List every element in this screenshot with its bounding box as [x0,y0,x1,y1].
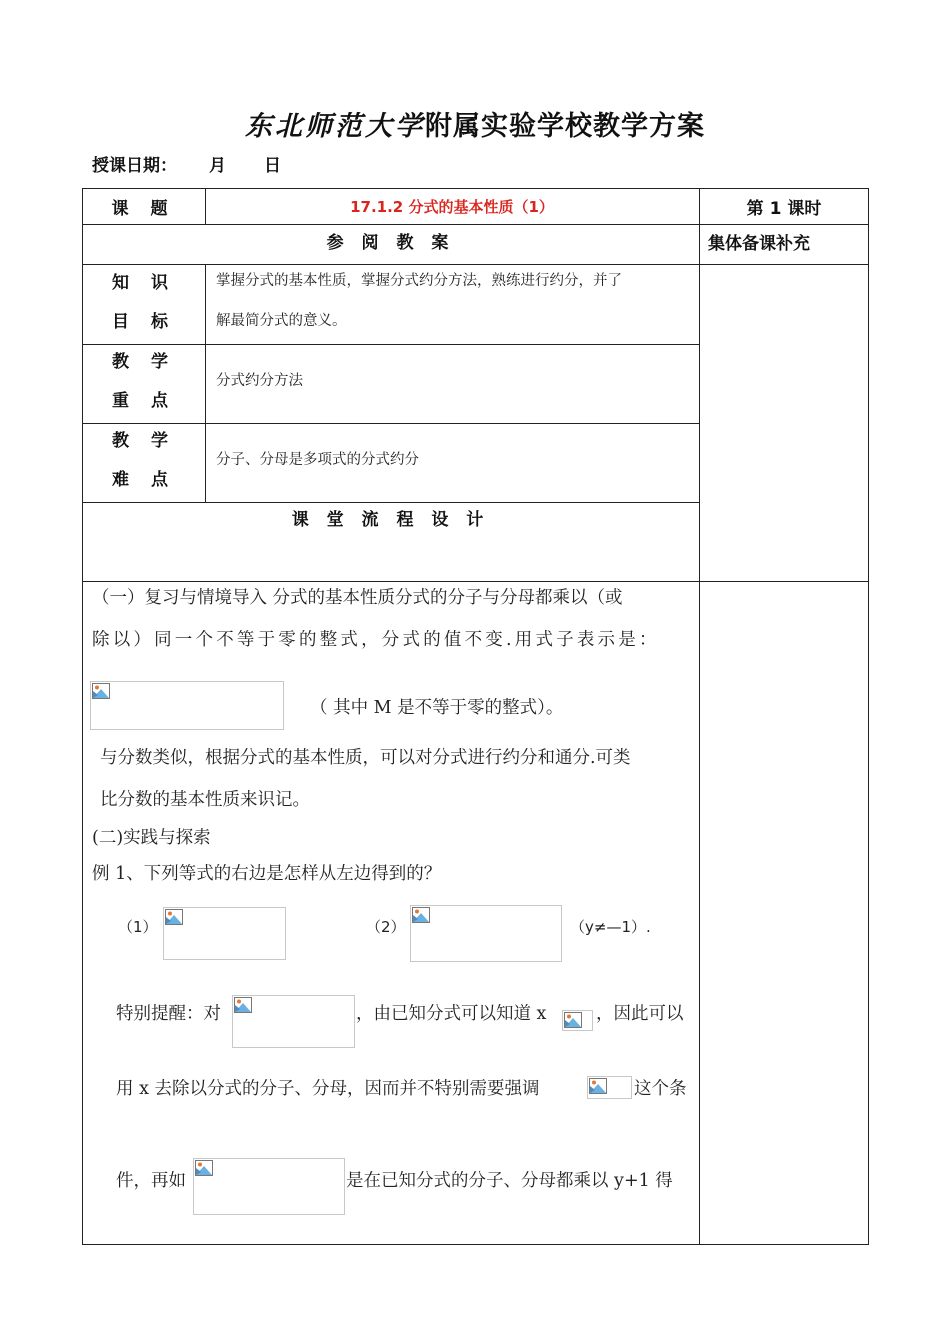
teaching-date-line [92,151,281,176]
broken-image-icon [589,1078,607,1094]
topic-label: 课 题 [111,198,176,219]
date-month: 月 [209,156,226,176]
condition-image [587,1076,632,1099]
table-line [699,264,869,265]
broken-image-icon [165,909,183,925]
analogy-paragraph-line2: 比分数的基本性质来识记。 [100,790,310,810]
broken-image-icon [234,997,252,1013]
goal-label-line2: 目 标 [112,312,176,332]
difficulty-label-line2: 难 点 [112,470,176,490]
broken-image-icon [412,907,430,923]
broken-image-icon [92,683,110,699]
difficulty-text: 分子、分母是多项式的分式约分 [216,452,419,468]
explanation-line3-b: 是在已知分式的分子、分母都乘以 y+1 得 [346,1171,673,1191]
table-border-bottom [82,1244,869,1245]
analogy-paragraph-line1: 与分数类似，根据分式的基本性质，可以对分式进行约分和通分.可类 [100,748,631,768]
date-label: 授课日期： [92,156,177,176]
table-line [82,264,699,265]
formula-image [90,681,284,730]
review-paragraph-line1: （一）复习与情境导入 分式的基本性质分式的分子与分母都乘以（或 [92,588,623,608]
table-border-right [868,188,869,1245]
further-example-image [193,1158,345,1215]
school-name: 东北师范大学 [245,111,425,142]
date-day: 日 [264,156,281,176]
key-label-line2: 重 点 [112,391,176,411]
goal-text-line2: 解最简分式的意义。 [216,313,347,329]
page-title [0,104,950,143]
table-line [82,344,699,345]
reminder-text-b: ，由已知分式可以知道 x [356,1004,547,1024]
reminder-formula-image [232,995,355,1048]
collective-supplement-heading: 集体备课补充 [708,234,810,254]
formula-note: （ 其中 M 是不等于零的整式）。 [310,698,564,718]
practice-section-heading: (二)实践与探索 [92,828,211,848]
table-line [82,581,869,582]
key-text: 分式约分方法 [216,373,303,389]
reminder-text-a: 特别提醒：对 [116,1004,221,1024]
review-paragraph-line2: 除以）同一个不等于零的整式，分式的值不变.用式子表示是： [92,630,660,650]
goal-text-line1: 掌握分式的基本性质，掌握分式约分方法，熟练进行约分，并了 [216,273,622,289]
example-1-formula-image [163,907,286,960]
class-period: 第 1 课时 [746,198,822,219]
condition-inline-image [562,1010,593,1031]
explanation-line3-a: 件，再如 [116,1171,186,1191]
flow-design-heading: 课 堂 流 程 设 计 [291,509,490,530]
key-label-line1: 教 学 [112,352,176,372]
table-line [699,188,700,1245]
difficulty-label-line1: 教 学 [112,431,176,451]
explanation-line2-b: 这个条 [634,1079,687,1099]
reminder-text-c: ，因此可以 [596,1004,684,1024]
broken-image-icon [195,1160,213,1176]
example-item-1-label: （1） [118,918,158,936]
explanation-line2-a: 用 x 去除以分式的分子、分母，因而并不特别需要强调 [116,1079,540,1099]
goal-label-line1: 知 识 [112,273,176,293]
example-2-formula-image [410,905,562,962]
example-item-2-label: （2） [366,918,406,936]
table-line [82,423,699,424]
topic-value: 17.1.2 分式的基本性质（1） [350,197,554,216]
broken-image-icon [564,1012,582,1028]
example-1-prompt: 例 1、下列等式的右边是怎样从左边得到的？ [92,864,442,884]
title-rest: 附属实验学校教学方案 [425,111,705,142]
table-line [82,502,699,503]
table-line [82,224,869,225]
reference-plan-heading: 参 阅 教 案 [326,232,455,253]
example-2-condition: （y≠—1）. [570,918,651,936]
